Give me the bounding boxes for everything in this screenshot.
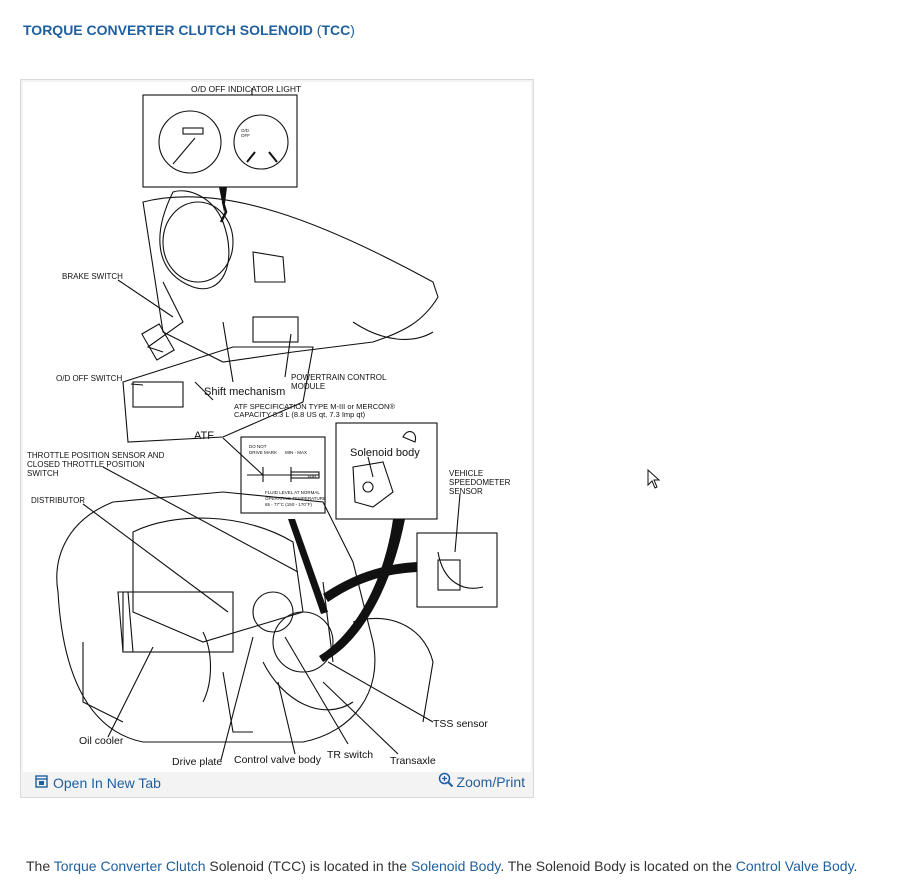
title-text: TORQUE CONVERTER CLUTCH SOLENOID (23, 22, 313, 38)
label-oil-cooler: Oil cooler (79, 735, 124, 747)
label-solenoid-body: Solenoid body (350, 447, 420, 459)
label-dip-drive-mark: DRIVE MARK (249, 450, 278, 455)
title-abbr: TCC (321, 22, 351, 38)
label-drive-plate: Drive plate (172, 756, 223, 768)
label-shift-mechanism: Shift mechanism (204, 386, 286, 398)
label-dip-fluid-3: 65 - 77°C (150 - 170°F) (265, 502, 312, 507)
label-brake-switch: BRAKE SWITCH (62, 272, 123, 281)
label-tps-1: THROTTLE POSITION SENSOR AND (27, 451, 165, 460)
label-dip-60h: 60H (308, 474, 317, 479)
label-atf-spec-2: CAPACITY 8.3 L (8.8 US qt, 7.3 Imp qt) (234, 410, 366, 419)
desc-text-3: . The Solenoid Body is located on the (500, 858, 736, 874)
label-tps-3: SWITCH (27, 469, 59, 478)
title-paren-open: ( (316, 22, 322, 38)
label-vss-3: SENSOR (449, 487, 483, 496)
label-control-valve-body: Control valve body (234, 754, 321, 766)
desc-text-1: The (26, 858, 54, 874)
open-in-new-tab-label: Open In New Tab (53, 775, 161, 791)
zoom-print-label: Zoom/Print (456, 773, 525, 790)
label-od-indicator: O/D OFF INDICATOR LIGHT (191, 84, 302, 94)
label-pcm-2: MODULE (291, 382, 326, 391)
label-tps-2: CLOSED THROTTLE POSITION (27, 460, 145, 469)
open-in-new-tab-link[interactable] (35, 775, 161, 791)
label-dip-fluid-1: FLUID LEVEL AT NORMAL (265, 490, 320, 495)
label-pcm-1: POWERTRAIN CONTROL (291, 373, 387, 382)
mouse-cursor-icon (647, 469, 661, 494)
desc-text-4: . (853, 858, 858, 874)
label-dip-do-not: DO NOT (249, 444, 267, 449)
label-gauge-off: OFF (241, 133, 250, 138)
zoom-print-link[interactable] (438, 772, 525, 791)
vss-inset (417, 533, 497, 607)
description-paragraph (26, 858, 857, 874)
tcc-location-diagram[interactable] (23, 82, 531, 772)
label-tr-switch: TR switch (327, 749, 374, 761)
label-atf-spec-1: ATF SPECIFICATION TYPE M-III or MERCON® (234, 402, 395, 411)
figure-toolbar (23, 772, 531, 796)
diagram-figure (20, 79, 534, 798)
link-control-valve-body[interactable]: Control Valve Body (735, 858, 854, 874)
label-tss-sensor: TSS sensor (433, 718, 488, 730)
open-new-tab-icon (35, 775, 48, 791)
label-od-switch: O/D OFF SWITCH (56, 374, 123, 383)
page-title (23, 22, 355, 38)
link-torque-converter-clutch[interactable]: Torque Converter Clutch (53, 858, 206, 874)
label-gauge-od: O/D (241, 128, 250, 133)
desc-text-2: Solenoid (TCC) is located in the (205, 858, 411, 874)
label-dip-fluid-2: OPERATING TEMPERATURE (265, 496, 327, 501)
label-vss-1: VEHICLE (449, 469, 484, 478)
zoom-in-icon (438, 772, 454, 791)
label-transaxle: Transaxle (390, 755, 436, 767)
cluster-inset (143, 95, 297, 187)
label-vss-2: SPEEDOMETER (449, 478, 511, 487)
label-atf: ATF (194, 430, 214, 442)
label-dip-min-max: MIN - MAX (285, 450, 307, 455)
diagram-svg (23, 82, 531, 772)
label-distributor: DISTRIBUTOR (31, 496, 86, 505)
link-solenoid-body[interactable]: Solenoid Body (410, 858, 501, 874)
title-paren-close: ) (350, 22, 355, 38)
